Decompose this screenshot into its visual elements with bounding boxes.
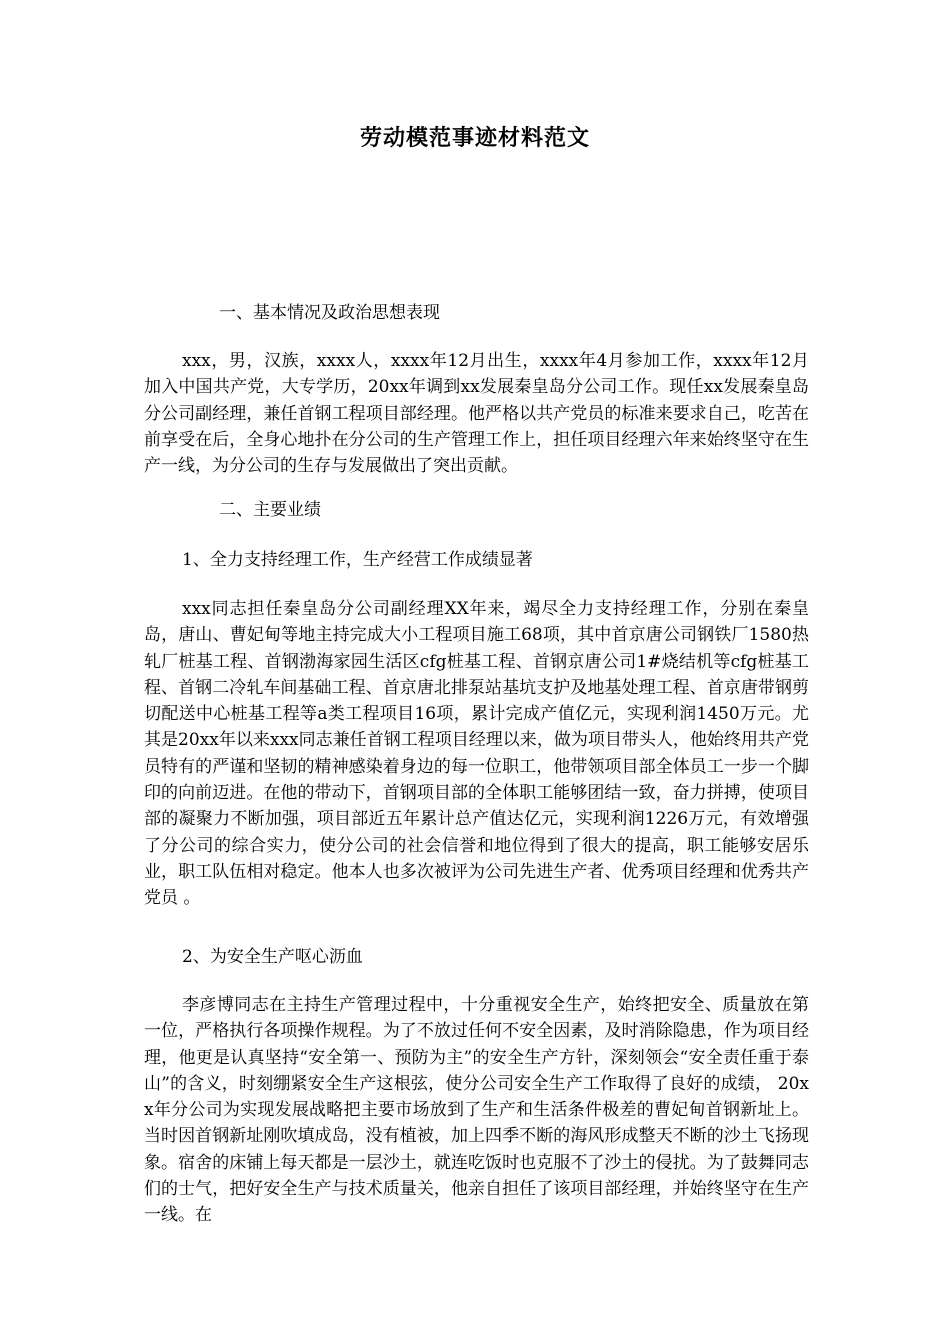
section-heading-main-achievements: 二、主要业绩 <box>219 500 321 520</box>
document-title: 劳动模范事迹材料范文 <box>359 125 590 151</box>
subsection-heading-safety: 2、为安全生产呕心沥血 <box>182 947 363 967</box>
paragraph-safety: 李彦博同志在主持生产管理过程中，十分重视安全生产，始终把安全、质量放在第一位，严格执行各项操作规程。为了不放过任何不安全因素，及时消除隐患，作为项目经理，他更是认真坚持“安全第一、预防为主”的安全生产方针，深刻领会“安全责任重于泰山”的含义，时刻绷紧安全生产这根弦，使分公司安全生产工作取得了良好的成绩， 20xx年分公司为实现发展战略把主要市场放到了生产和生活条件极差的曹妃甸首钢新址上。当时因首钢新址刚吹填成岛，没有植被，加上四季不断的海风形成整天不断的沙土飞扬现象。宿舍的床铺上每天都是一层沙土，就连吃饭时也克服不了沙土的侵扰。为了鼓舞同志们的士气，把好安全生产与技术质量关，他亲自担任了该项目部经理，并始终坚守在生产一线。在 <box>144 995 809 1226</box>
paragraph-basic-info: xxx，男，汉族，xxxx人，xxxx年12月出生，xxxx年4月参加工作，xxxx年12月加入中国共产党，大专学历，20xx年调到xx发展秦皇岛分公司工作。现任xx发展秦皇岛分公司副经理，兼任首钢工程项目部经理。他严格以共产党员的标准来要求自己，吃苦在前享受在后，全身心地扑在分公司的生产管理工作上，担任项目经理六年来始终坚守在生产一线，为分公司的生存与发展做出了突出贡献。 <box>144 351 809 477</box>
section-heading-basic-info: 一、基本情况及政治思想表现 <box>219 303 440 323</box>
subsection-heading-support-work: 1、全力支持经理工作，生产经营工作成绩显著 <box>182 550 533 570</box>
paragraph-support-work: xxx同志担任秦皇岛分公司副经理XX年来，竭尽全力支持经理工作，分别在秦皇岛，唐山、曹妃甸等地主持完成大小工程项目施工68项，其中首京唐公司钢铁厂1580热轧厂桩基工程、首钢渤海家园生活区cfg桩基工程、首钢京唐公司1#烧结机等cfg桩基工程、首钢二冷轧车间基础工程、首京唐北排泵站基坑支护及地基处理工程、首京唐带钢剪切配送中心桩基工程等a类工程项目16项，累计完成产值亿元，实现利润1450万元。尤其是20xx年以来xxx同志兼任首钢工程项目经理以来，做为项目带头人，他始终用共产党员特有的严谨和坚韧的精神感染着身边的每一位职工，他带领项目部全体员工一步一个脚印的向前迈进。在他的带动下，首钢项目部的全体职工能够团结一致，奋力拼搏，使项目部的凝聚力不断加强，项目部近五年累计总产值达亿元，实现利润1226万元，有效增强了分公司的综合实力，使分公司的社会信誉和地位得到了很大的提高，职工能够安居乐业，职工队伍相对稳定。他本人也多次被评为公司先进生产者、优秀项目经理和优秀共产党员 。 <box>144 599 809 909</box>
